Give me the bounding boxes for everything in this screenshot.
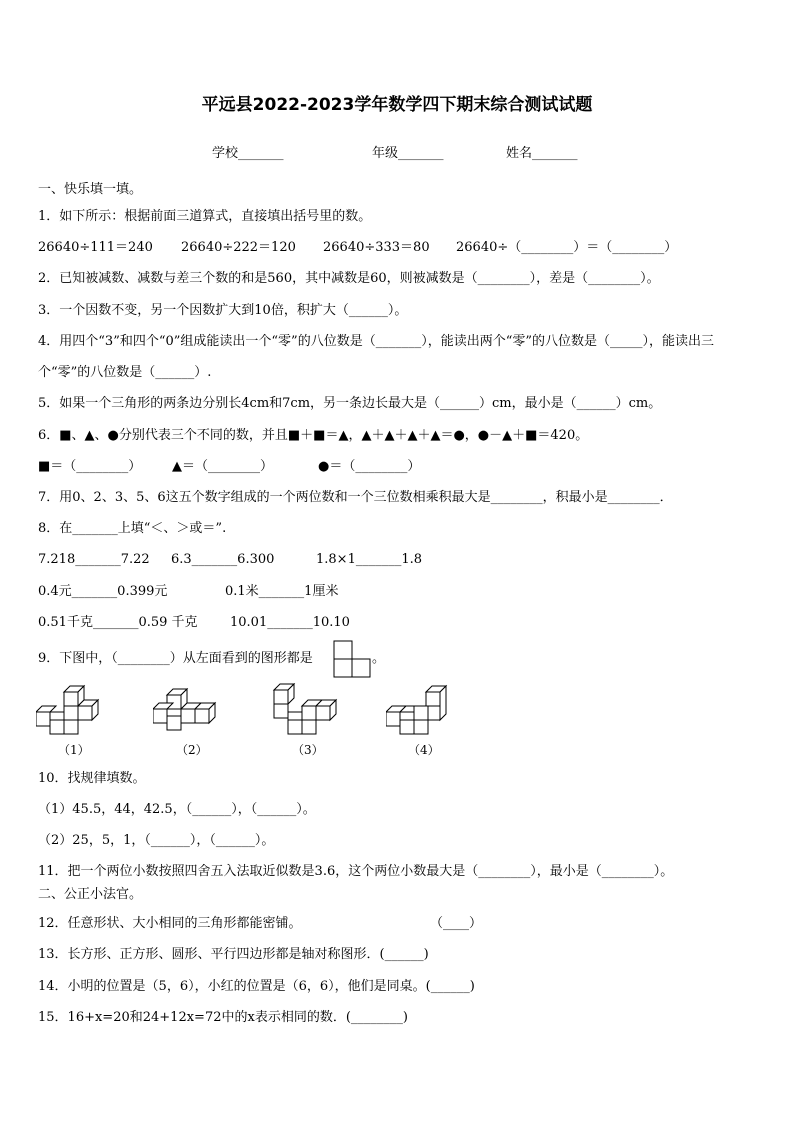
q14-text: 14．小明的位置是（5，6），小红的位置是（6，6），他们是同桌。(______) bbox=[38, 979, 475, 994]
q6-circle-answer: ●＝（________） bbox=[318, 459, 421, 474]
q11-text: 11．把一个两位小数按照四舍五入法取近似数是3.6，这个两位小数最大是（________），最小是（________）。 bbox=[38, 864, 674, 879]
q6-square-answer: ■＝（________） bbox=[38, 459, 142, 474]
q8-item: 7.218_______7.22 bbox=[38, 552, 150, 567]
q9-figure-label: （4） bbox=[408, 743, 440, 757]
q15-text: 15．16+x=20和24+12x=72中的x表示相同的数．(________) bbox=[38, 1010, 408, 1025]
q1-equations bbox=[38, 240, 677, 256]
q6-text: 6．■、▲、●分别代表三个不同的数，并且■＋■＝▲，▲＋▲＋▲＋▲＝●，●－▲＋■＝420。 bbox=[38, 428, 589, 443]
q9-figure-label: （3） bbox=[292, 743, 324, 757]
section-two-heading: 二、公正小法官。 bbox=[38, 887, 143, 902]
q9-text: 9．下图中，（________）从左面看到的图形都是 bbox=[38, 651, 313, 666]
q8-item: 10.01_______10.10 bbox=[230, 615, 350, 630]
q9-figure-1 bbox=[36, 683, 104, 735]
q4-text-line2: 个“零”的八位数是（______）. bbox=[38, 365, 212, 380]
q10-part2: （2）25，5，1，（______），（______）。 bbox=[38, 833, 275, 848]
q8-item: 6.3_______6.300 bbox=[171, 552, 275, 567]
q8-row2 bbox=[38, 584, 338, 600]
q6-triangle-answer: ▲＝（________） bbox=[172, 459, 273, 474]
q8-item: 0.4元_______0.399元 bbox=[38, 584, 168, 599]
q3-text: 3．一个因数不变，另一个因数扩大到10倍，积扩大（______）。 bbox=[38, 303, 408, 318]
q9-text-end: 。 bbox=[372, 651, 386, 666]
page-title: 平远县2022-2023学年数学四下期末综合测试试题 bbox=[201, 95, 593, 115]
q9-figure-4 bbox=[386, 683, 454, 735]
q10-text: 10．找规律填数。 bbox=[38, 771, 146, 786]
q2-text: 2．已知被减数、减数与差三个数的和是560，其中减数是60，则被减数是（________），差是（________）。 bbox=[38, 271, 660, 286]
q7-text: 7．用0、2、3、5、6这五个数字组成的一个两位数和一个三位数相乘积最大是________，积最小是________． bbox=[38, 490, 673, 505]
q8-row3 bbox=[38, 615, 350, 631]
q8-row1 bbox=[38, 552, 422, 568]
q1-eq3: 26640÷333＝80 bbox=[323, 240, 430, 255]
q8-item: 0.1米_______1厘米 bbox=[225, 584, 339, 599]
q1-text: 1．如下所示：根据前面三道算式，直接填出括号里的数。 bbox=[38, 209, 372, 224]
q8-text: 8．在_______上填“＜、＞或＝”. bbox=[38, 521, 227, 536]
q9-figure-label: （1） bbox=[58, 743, 90, 757]
q5-text: 5．如果一个三角形的两条边分别长4cm和7cm，另一条边长最大是（______）cm，最小是（______）cm。 bbox=[38, 396, 662, 411]
q1-eq4: 26640÷（________）＝（________） bbox=[456, 240, 678, 255]
q9-figure-label: （2） bbox=[176, 743, 208, 757]
q9-figure-2 bbox=[153, 688, 219, 732]
q13-text: 13．长方形、正方形、圆形、平行四边形都是轴对称图形．(______) bbox=[38, 947, 429, 962]
section-one-heading: 一、快乐填一填。 bbox=[38, 182, 143, 197]
q8-item: 0.51千克_______0.59 千克 bbox=[38, 615, 198, 630]
q1-eq2: 26640÷222＝120 bbox=[181, 240, 296, 255]
q6-answers bbox=[38, 459, 420, 475]
name-field: 姓名_______ bbox=[506, 146, 578, 161]
q1-eq1: 26640÷111＝240 bbox=[38, 240, 153, 255]
q9-left-view-figure bbox=[333, 640, 371, 678]
q4-text-line1: 4．用四个“3”和四个“0”组成能读出一个“零”的八位数是（_______），能读出两个“零”的八位数是（_____），能读出三 bbox=[38, 334, 714, 349]
q8-item: 1.8×1_______1.8 bbox=[316, 552, 423, 567]
school-field: 学校_______ bbox=[212, 146, 284, 161]
q10-part1: （1）45.5，44，42.5，（______），（______）。 bbox=[38, 802, 316, 817]
q12-text: 12．任意形状、大小相同的三角形都能密铺。 bbox=[38, 916, 302, 931]
q9-figure-3 bbox=[272, 683, 340, 735]
grade-field: 年级_______ bbox=[372, 146, 444, 161]
q12-blank: （____） bbox=[430, 916, 483, 931]
